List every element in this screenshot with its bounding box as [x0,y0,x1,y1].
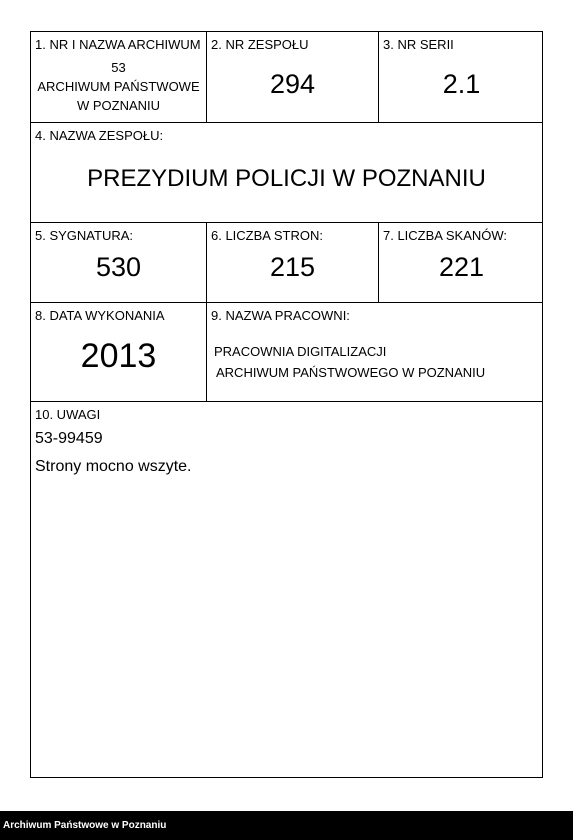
workshop-line1: PRACOWNIA DIGITALIZACJI [214,344,387,359]
cell-date [31,303,206,401]
scans-value: 221 [438,252,485,282]
date-value: 2013 [80,337,157,375]
archive-name-line2: W POZNANIU [76,98,161,113]
cell-archive [31,32,206,122]
pages-value: 215 [269,252,316,282]
archive-name-line1: ARCHIWUM PAŃSTWOWE [37,79,200,94]
pages-label: 6. LICZBA STRON: [211,228,323,243]
notes-line1: 53-99459 [35,430,103,447]
cell-signature [31,223,206,302]
cell-notes [31,402,542,777]
notes-line2: Strony mocno wszyte. [35,458,192,475]
series-value: 2.1 [442,69,481,99]
archive-number: 53 [111,60,126,75]
footer-bar [0,811,573,840]
notes-label: 10. UWAGI [35,407,101,422]
row-counts [31,223,542,303]
cell-series [378,32,544,122]
fonds-name-value: PREZYDIUM POLICJI W POZNANIU [87,165,486,192]
fonds-name-label: 4. NAZWA ZESPOŁU: [35,128,164,143]
date-label: 8. DATA WYKONANIA [35,308,165,323]
scans-label: 7. LICZBA SKANÓW: [383,228,508,243]
signature-value: 530 [95,252,142,282]
fonds-number-label: 2. NR ZESPOŁU [211,37,309,52]
row-archive [31,32,542,123]
signature-label: 5. SYGNATURA: [35,228,134,243]
row-date-workshop [31,303,542,402]
series-label: 3. NR SERII [383,37,454,52]
cell-scans [378,223,544,302]
cell-workshop [206,303,544,401]
workshop-label: 9. NAZWA PRACOWNI: [211,308,350,323]
workshop-line2: ARCHIWUM PAŃSTWOWEGO W POZNANIU [216,365,486,380]
cell-pages [206,223,378,302]
cell-fonds-number [206,32,378,122]
metadata-card [30,31,543,778]
fonds-number-value: 294 [269,69,316,99]
row-fonds-name [31,123,542,223]
footer-text: Archiwum Państwowe w Poznaniu [3,820,167,831]
archive-label: 1. NR I NAZWA ARCHIWUM [35,37,201,52]
